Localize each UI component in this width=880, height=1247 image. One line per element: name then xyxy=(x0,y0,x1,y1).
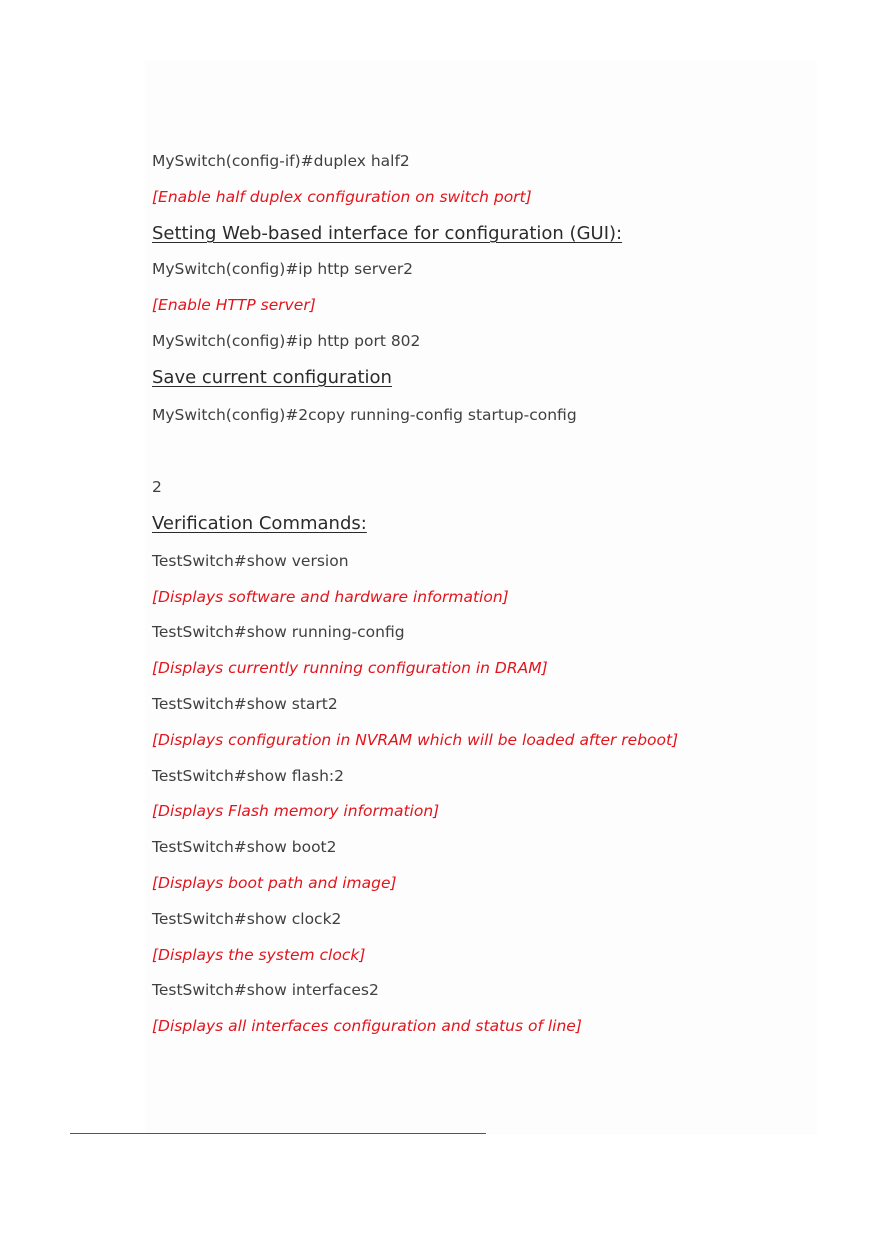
command-line: TestSwitch#show version xyxy=(152,552,349,570)
command-line: TestSwitch#show running-config xyxy=(152,623,405,641)
command-note: [Enable half duplex configuration on switch port] xyxy=(152,188,532,206)
command-line: MySwitch(config-if)#duplex half2 xyxy=(152,152,410,170)
command-note: [Displays currently running configuration in DRAM] xyxy=(152,659,548,677)
command-note: [Displays software and hardware information] xyxy=(152,588,509,606)
footnote-separator xyxy=(70,1133,486,1134)
command-line: TestSwitch#show clock2 xyxy=(152,910,342,928)
command-line: MySwitch(config)#ip http server2 xyxy=(152,260,414,278)
command-note: [Displays all interfaces configuration and status of line] xyxy=(152,1017,582,1035)
command-line: TestSwitch#show flash:2 xyxy=(152,767,344,785)
command-line: MySwitch(config)#ip http port 802 xyxy=(152,332,421,350)
command-line: TestSwitch#show start2 xyxy=(152,695,338,713)
command-line: MySwitch(config)#2copy running-config startup-config xyxy=(152,406,577,424)
section-heading-save: Save current configuration xyxy=(152,367,392,388)
command-note: [Displays the system clock] xyxy=(152,946,366,964)
command-note: [Displays configuration in NVRAM which will be loaded after reboot] xyxy=(152,731,679,749)
stray-marker: 2 xyxy=(152,478,162,496)
command-line: TestSwitch#show boot2 xyxy=(152,838,337,856)
section-heading-gui: Setting Web-based interface for configuration (GUI): xyxy=(152,223,623,244)
section-heading-verification: Verification Commands: xyxy=(152,513,367,534)
command-line: TestSwitch#show interfaces2 xyxy=(152,981,379,999)
command-note: [Displays boot path and image] xyxy=(152,874,397,892)
command-note: [Enable HTTP server] xyxy=(152,296,316,314)
command-note: [Displays Flash memory information] xyxy=(152,802,440,820)
